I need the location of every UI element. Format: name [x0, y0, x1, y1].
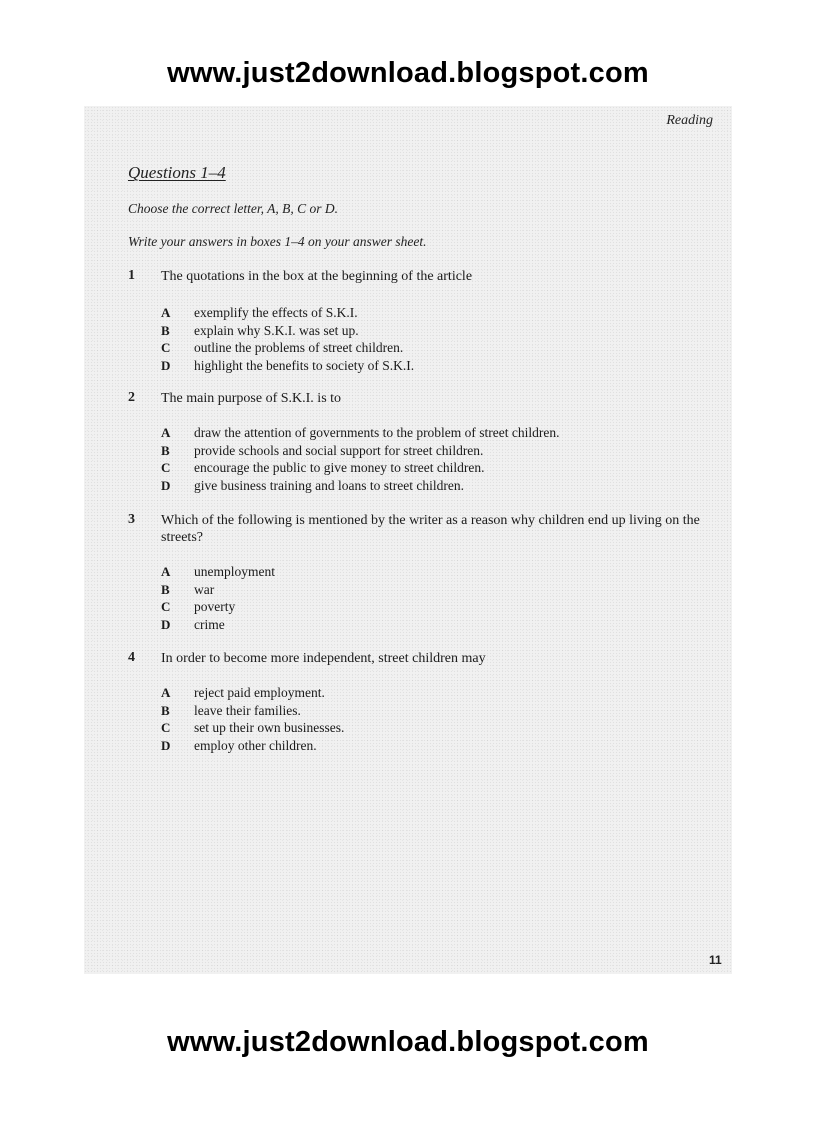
question-number: 2: [128, 390, 135, 405]
option-b[interactable]: [161, 323, 414, 341]
question-number: 3: [128, 512, 135, 527]
option-list: [161, 425, 560, 495]
option-list: [161, 564, 275, 634]
option-text: highlight the benefits to society of S.K.I.: [194, 357, 415, 373]
option-letter: A: [161, 685, 171, 700]
option-b[interactable]: [161, 443, 560, 461]
question-number: 1: [128, 268, 135, 283]
option-list: [161, 305, 414, 375]
option-d[interactable]: [161, 478, 560, 496]
option-text: war: [194, 581, 215, 597]
question-number: 4: [128, 650, 135, 665]
option-letter: D: [161, 616, 171, 632]
option-d[interactable]: [161, 738, 344, 756]
option-c[interactable]: [161, 599, 275, 617]
running-head: Reading: [666, 113, 713, 128]
option-letter: D: [161, 737, 171, 753]
watermark-top: www.just2download.blogspot.com: [167, 57, 649, 89]
option-list: [161, 685, 344, 755]
option-text: give business training and loans to street children.: [194, 477, 464, 493]
option-text: poverty: [194, 599, 236, 614]
section-title-text: Questions 1–4: [128, 163, 226, 182]
question-stem: In order to become more independent, street children may: [161, 651, 486, 666]
option-c[interactable]: [161, 720, 344, 738]
option-text: crime: [194, 616, 225, 632]
option-text: provide schools and social support for street children.: [194, 442, 484, 458]
instruction-answer-sheet: Write your answers in boxes 1–4 on your answer sheet.: [128, 234, 427, 249]
option-letter: B: [161, 581, 170, 597]
option-a[interactable]: [161, 685, 344, 703]
option-a[interactable]: [161, 425, 560, 443]
section-title: [128, 163, 226, 183]
option-a[interactable]: [161, 305, 414, 323]
option-b[interactable]: [161, 582, 275, 600]
option-text: unemployment: [194, 564, 275, 579]
option-b[interactable]: [161, 703, 344, 721]
option-text: reject paid employment.: [194, 685, 325, 700]
option-letter: A: [161, 305, 171, 320]
option-letter: C: [161, 460, 171, 475]
option-text: outline the problems of street children.: [194, 340, 404, 355]
option-c[interactable]: [161, 460, 560, 478]
option-letter: C: [161, 720, 171, 735]
option-text: explain why S.K.I. was set up.: [194, 322, 359, 338]
question-stem: The main purpose of S.K.I. is to: [161, 391, 342, 406]
instruction-choose-letter: Choose the correct letter, A, B, C or D.: [128, 201, 338, 216]
option-text: draw the attention of governments to the problem of street children.: [194, 425, 560, 440]
question-stem: Which of the following is mentioned by the writer as a reason why children end up living on the streets?: [161, 513, 700, 545]
question-stem: The quotations in the box at the beginning of the article: [161, 269, 473, 284]
option-c[interactable]: [161, 340, 414, 358]
watermark-bottom: www.just2download.blogspot.com: [167, 1026, 649, 1058]
option-text: set up their own businesses.: [194, 720, 345, 735]
option-letter: B: [161, 322, 170, 338]
option-letter: A: [161, 564, 171, 579]
option-text: encourage the public to give money to street children.: [194, 460, 485, 475]
option-text: employ other children.: [194, 737, 317, 753]
option-d[interactable]: [161, 358, 414, 376]
option-letter: A: [161, 425, 171, 440]
option-letter: D: [161, 477, 171, 493]
option-letter: C: [161, 340, 171, 355]
option-text: leave their families.: [194, 702, 301, 718]
page-number: 11: [709, 953, 722, 967]
option-letter: C: [161, 599, 171, 614]
option-letter: B: [161, 442, 170, 458]
option-letter: D: [161, 357, 171, 373]
option-a[interactable]: [161, 564, 275, 582]
option-letter: B: [161, 702, 170, 718]
option-d[interactable]: [161, 617, 275, 635]
option-text: exemplify the effects of S.K.I.: [194, 305, 358, 320]
